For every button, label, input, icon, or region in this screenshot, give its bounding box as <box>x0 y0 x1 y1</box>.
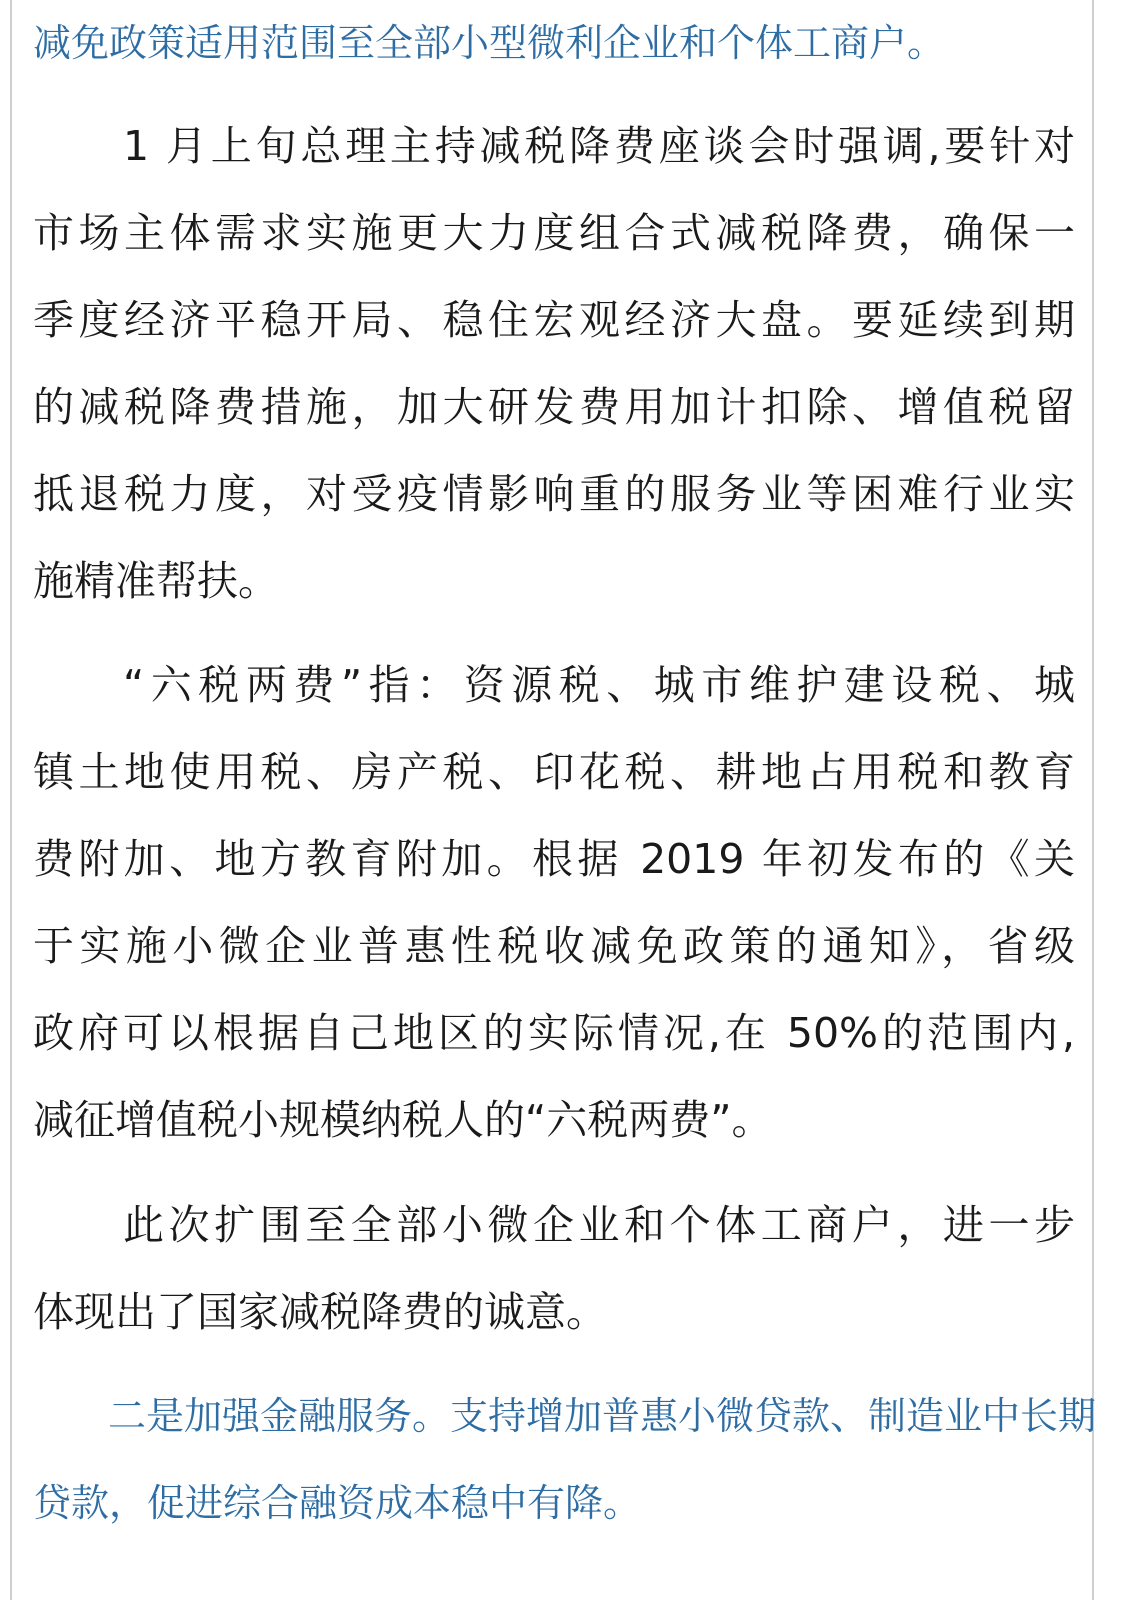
paragraph-2-line-4: 于实施小微企业普惠性税收减免政策的通知》，省级 <box>33 922 1075 970</box>
paragraph-3-line-1: 此次扩围至全部小微企业和个体工商户，进一步 <box>123 1201 1075 1249</box>
highlight-paragraph-line-1: 二是加强金融服务。支持增加普惠小微贷款、制造业中长期 <box>108 1394 1097 1438</box>
right-border-rule <box>1092 0 1094 1600</box>
paragraph-2-line-1: “六税两费”指：资源税、城市维护建设税、城 <box>123 661 1075 709</box>
highlight-paragraph-line-2: 贷款，促进综合融资成本稳中有降。 <box>33 1481 642 1525</box>
paragraph-1-line-5: 抵退税力度，对受疫情影响重的服务业等困难行业实 <box>33 470 1075 518</box>
paragraph-2-line-2: 镇土地使用税、房产税、印花税、耕地占用税和教育 <box>33 748 1075 796</box>
intro-fragment-line: 减免政策适用范围至全部小型微利企业和个体工商户。 <box>33 21 946 65</box>
paragraph-2-line-5: 政府可以根据自己地区的实际情况,在 50%的范围内, <box>33 1009 1075 1057</box>
paragraph-1-line-2: 市场主体需求实施更大力度组合式减税降费，确保一 <box>33 209 1075 257</box>
paragraph-1-line-1: 1 月上旬总理主持减税降费座谈会时强调,要针对 <box>123 122 1075 170</box>
left-border-rule <box>10 0 12 1600</box>
paragraph-2-line-3: 费附加、地方教育附加。根据 2019 年初发布的《关 <box>33 835 1075 883</box>
paragraph-2-line-6: 减征增值税小规模纳税人的“六税两费”。 <box>33 1096 773 1144</box>
paragraph-1-line-3: 季度经济平稳开局、稳住宏观经济大盘。要延续到期 <box>33 296 1075 344</box>
paragraph-3-line-2: 体现出了国家减税降费的诚意。 <box>33 1288 607 1336</box>
paragraph-1-line-4: 的减税降费措施，加大研发费用加计扣除、增值税留 <box>33 383 1075 431</box>
paragraph-1-line-6: 施精准帮扶。 <box>33 557 279 605</box>
